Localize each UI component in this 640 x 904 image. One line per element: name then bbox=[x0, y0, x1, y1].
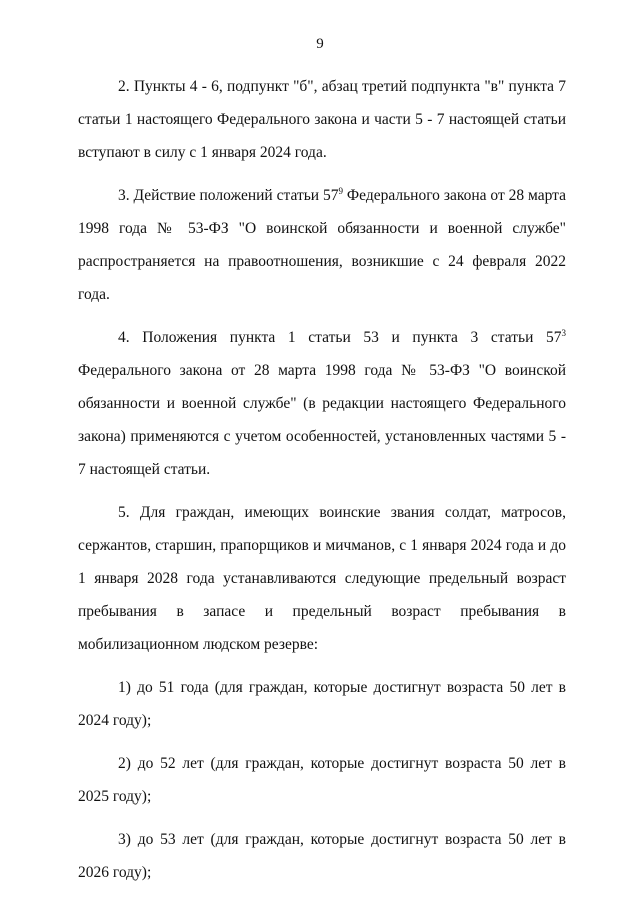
list-item-text: 2) до 52 лет (для граждан, которые достигнут возраста 50 лет в 2025 году); bbox=[78, 755, 566, 805]
page-number: 9 bbox=[316, 36, 324, 52]
paragraph-text: 4. Положения пункта 1 статьи 53 и пункта 3 статьи 57 bbox=[118, 329, 562, 346]
paragraph-text: 3. Действие положений статьи 57 bbox=[118, 187, 339, 204]
list-item-2 bbox=[78, 747, 566, 813]
paragraph-text: Федерального закона от 28 марта 1998 года № 53-ФЗ "О воинской обязанности и военной службе" распространяется на правоотношения, возникшие с 24 февраля 2022 года. bbox=[78, 187, 566, 303]
paragraph-part-2 bbox=[78, 70, 566, 169]
paragraph-text: 2. Пункты 4 - 6, подпункт "б", абзац третий подпункта "в" пункта 7 статьи 1 настоящего Федерального закона и части 5 - 7 настоящей статьи вступают в силу с 1 января 2024 года. bbox=[78, 78, 566, 161]
list-item-text: 1) до 51 года (для граждан, которые достигнут возраста 50 лет в 2024 году); bbox=[78, 679, 566, 729]
article-superscript: 9 bbox=[338, 186, 343, 196]
list-item-3 bbox=[78, 823, 566, 889]
paragraph-text: Федерального закона от 28 марта 1998 года № 53-ФЗ "О воинской обязанности и военной службе" (в редакции настоящего Федерального закона) применяются с учетом особенностей, установленных частями 5 - 7 настоящей статьи. bbox=[78, 362, 566, 478]
paragraph-part-3 bbox=[78, 179, 566, 311]
list-item-text: 3) до 53 лет (для граждан, которые достигнут возраста 50 лет в 2026 году); bbox=[78, 831, 566, 881]
paragraph-part-5 bbox=[78, 496, 566, 661]
document-body bbox=[78, 70, 566, 889]
paragraph-text: 5. Для граждан, имеющих воинские звания солдат, матросов, сержантов, старшин, прапорщиков и мичманов, с 1 января 2024 года и до 1 января 2028 года устанавливаются следующие предельный возраст пребывания в запасе и предельный возраст пребывания в мобилизационном людском резерве: bbox=[78, 504, 566, 653]
paragraph-part-4 bbox=[78, 321, 566, 486]
list-item-1 bbox=[78, 671, 566, 737]
article-superscript: 3 bbox=[561, 328, 566, 338]
